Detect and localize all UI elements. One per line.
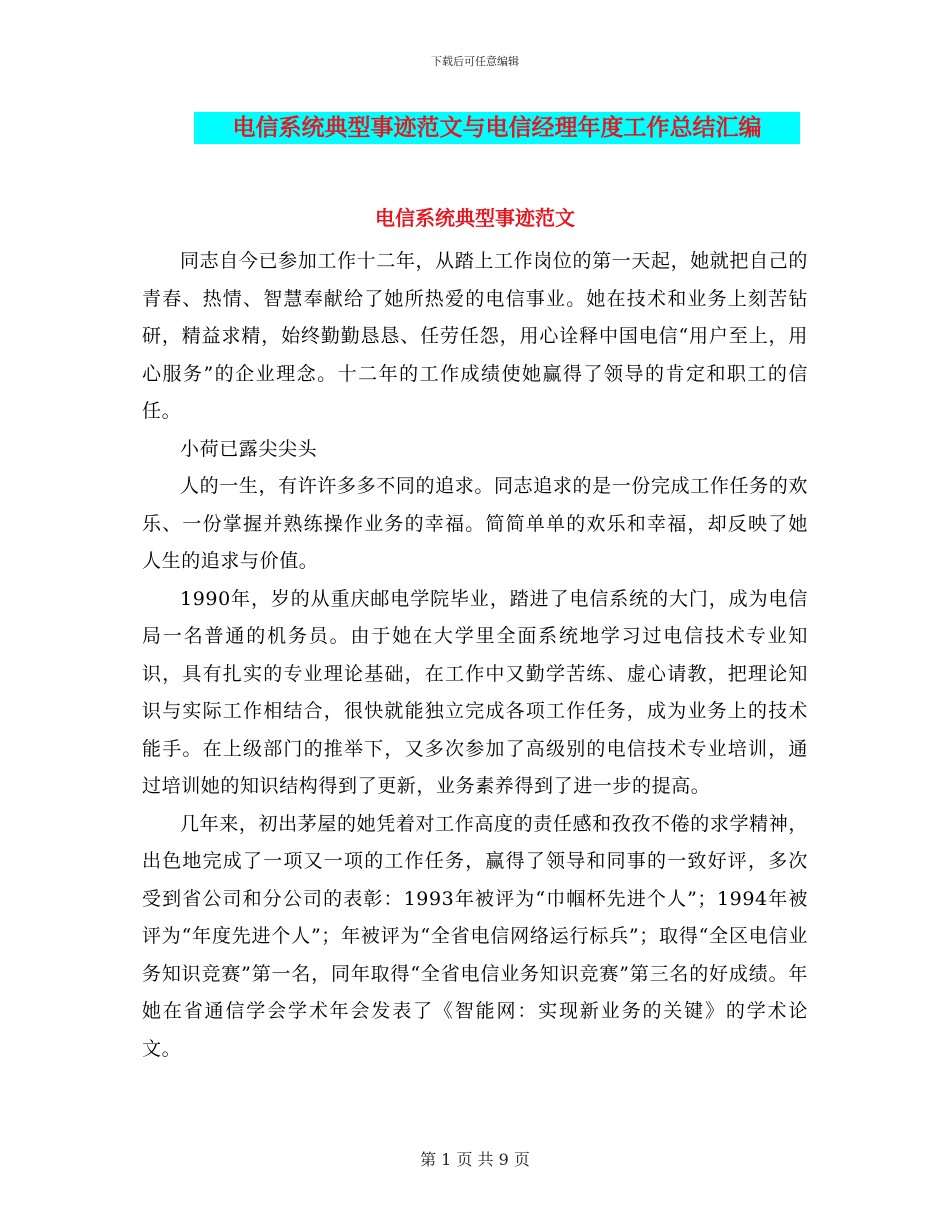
paragraph: 人的一生，有许许多多不同的追求。同志追求的是一份完成工作任务的欢乐、一份掌握并熟练操作业务的幸福。简简单单的欢乐和幸福，却反映了她人生的追求与价值。 [142, 475, 808, 572]
paragraph: 几年来，初出茅屋的她凭着对工作高度的责任感和孜孜不倦的求学精神，出色地完成了一项又一项的工作任务，赢得了领导和同事的一致好评，多次受到省公司和分公司的表彰：1993年被评为“巾帼杯先进个人”；1994年被评为“年度先进个人”；年被评为“全省电信网络运行标兵”；取得“全区电信业务知识竞赛”第一名，同年取得“全省电信业务知识竞赛”第三名的好成绩。年她在省通信学会学术年会发表了《智能网：实现新业务的关键》的学术论文。 [142, 812, 808, 1060]
paragraph: 1990年，岁的从重庆邮电学院毕业，踏进了电信系统的大门，成为电信局一名普通的机务员。由于她在大学里全面系统地学习过电信技术专业知识，具有扎实的专业理论基础，在工作中又勤学苦练、虚心请教，把理论知识与实际工作相结合，很快就能独立完成各项工作任务，成为业务上的技术能手。在上级部门的推举下，又多次参加了高级别的电信技术专业培训，通过培训她的知识结构得到了更新，业务素养得到了进一步的提高。 [142, 587, 808, 797]
paragraph: 同志自今已参加工作十二年，从踏上工作岗位的第一天起，她就把自己的青春、热情、智慧奉献给了她所热爱的电信事业。她在技术和业务上刻苦钻研，精益求精，始终勤勤恳恳、任劳任怨，用心诠释中国电信“用户至上，用心服务”的企业理念。十二年的工作成绩使她赢得了领导的肯定和职工的信任。 [142, 250, 808, 422]
paragraph-heading: 小荷已露尖尖头 [180, 437, 318, 460]
page-header-note: 下载后可任意编辑 [431, 55, 519, 68]
page-number: 第 1 页 共 9 页 [420, 1150, 530, 1169]
document-title: 电信系统典型事迹范文与电信经理年度工作总结汇编 [194, 112, 800, 144]
section-title: 电信系统典型事迹范文 [375, 206, 575, 230]
document-body [142, 243, 808, 1068]
